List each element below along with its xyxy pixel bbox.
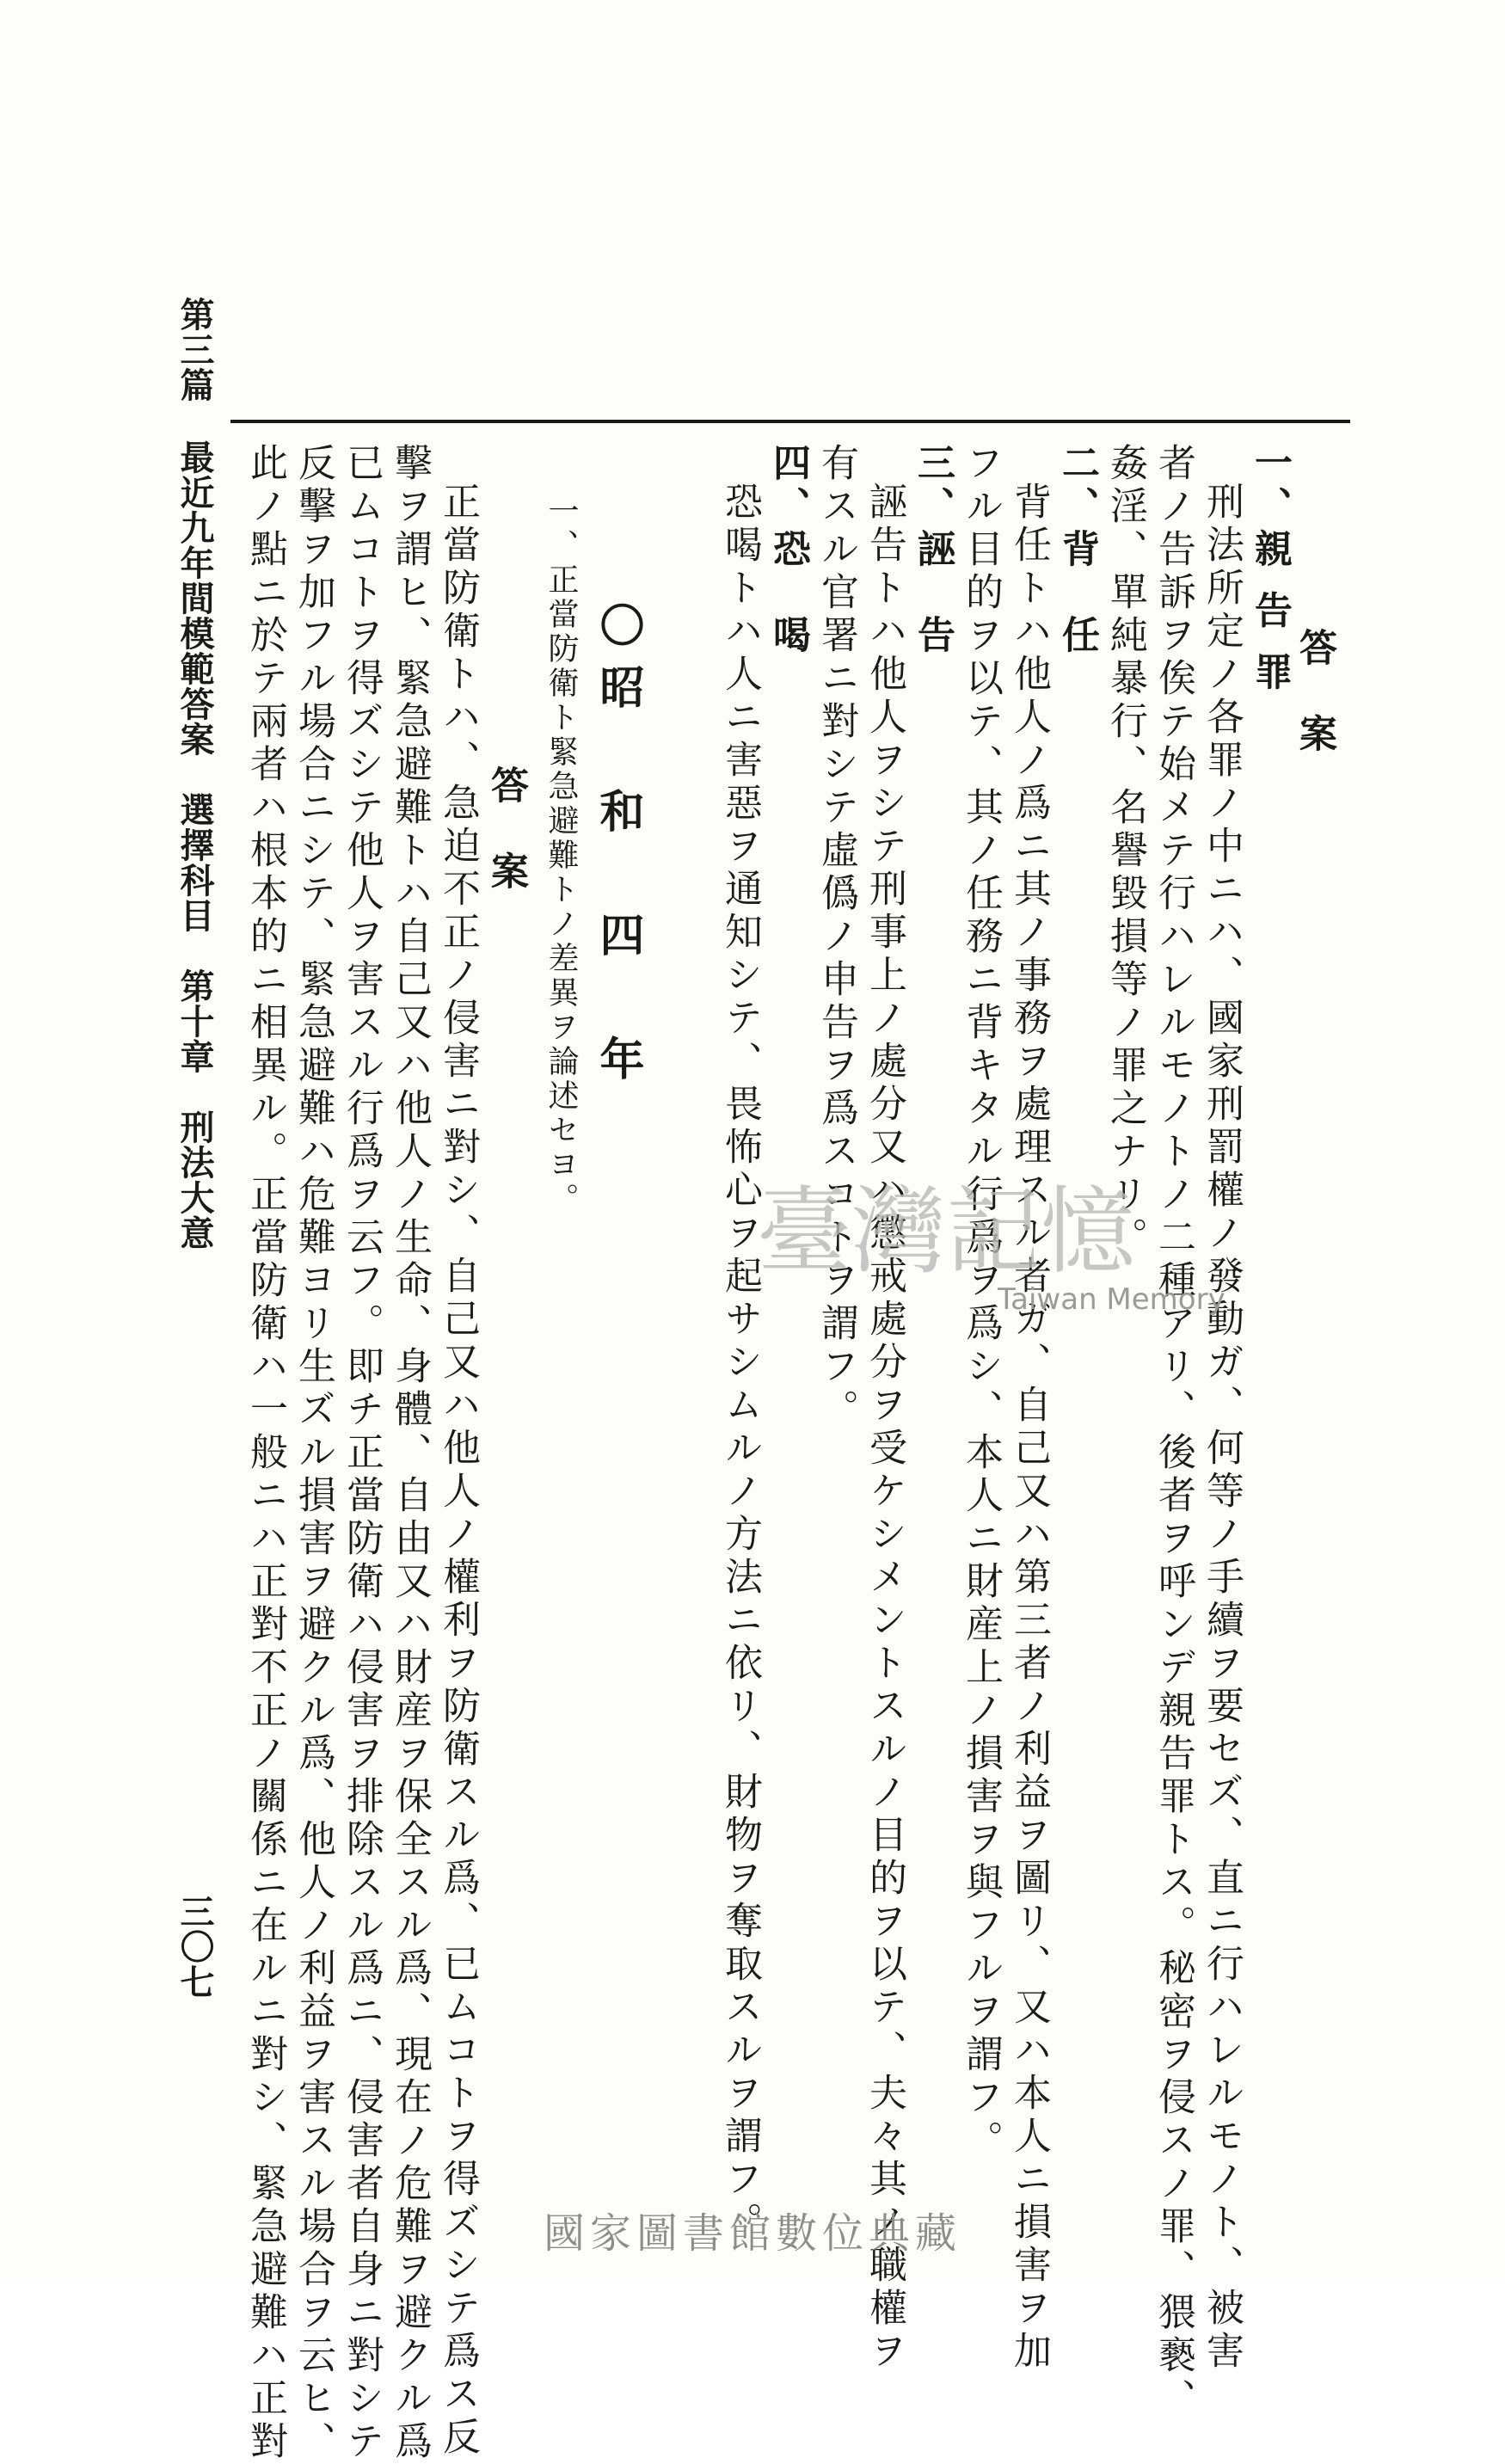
- year-heading: 〇昭 和 四 年: [592, 602, 644, 1097]
- item-3-line-1: 誣告トハ他人ヲシテ刑事上ノ處分又ハ懲戒處分ヲ受ケシメントスルノ目的ヲ以テ、夫々其ノ職權ヲ: [863, 482, 906, 2374]
- item-4-line-1: 恐喝トハ人ニ害惡ヲ通知シテ、畏怖心ヲ起サシムルノ方法ニ依リ、財物ヲ奪取スルヲ謂フ。: [718, 482, 762, 2245]
- item-1-heading: 一、親 告 罪: [1248, 443, 1292, 695]
- answer-line-3: 已ムコトヲ得ズシテ他人ヲ害スル行爲ヲ云フ。即チ正當防衛ハ侵害ヲ排除スル爲ニ、侵害者自身ニ對シテ: [340, 443, 384, 2464]
- answer-line-4: 反擊ヲ加フル場合ニシテ、緊急避難ハ危難ヨリ生ズル損害ヲ避クル爲、他人ノ利益ヲ害スル場合ヲ云ヒ、: [292, 443, 335, 2464]
- answer-heading: 答 案: [1293, 628, 1336, 757]
- answer-heading-2: 答 案: [484, 765, 528, 894]
- item-1-line-3: 姦淫、單純暴行、名譽毀損等ノ罪之ナリ。: [1103, 443, 1147, 1260]
- watermark-logo: [757, 1161, 1238, 1333]
- item-2-line-2: フル目的ヲ以テ、其ノ任務ニ背キタル行爲ヲ爲シ、本人ニ財産上ノ損害ヲ與フルヲ謂フ。: [959, 443, 1003, 2163]
- item-3-line-2: 有スル官署ニ對シテ虛僞ノ申告ヲ爲スコトヲ謂フ。: [814, 443, 858, 1432]
- answer-line-5: 此ノ點ニ於テ兩者ハ根本的ニ相異ル。正當防衛ハ一般ニハ正對不正ノ關係ニ在ルニ對シ、緊急避難ハ正對: [243, 443, 287, 2464]
- item-1-line-2: 者ノ告訴ヲ俟テ始メテ行ハレルモノトノ二種アリ、後者ヲ呼ンデ親告罪トス。秘密ヲ侵スノ罪、猥褻、: [1152, 443, 1195, 2421]
- header-title: 最近九年間模範答案 選擇科目 第十章 刑法大意: [175, 439, 215, 1250]
- watermark-text: 臺灣記憶: [757, 1177, 1135, 1287]
- answer-line-1: 正當防衛トハ、急迫不正ノ侵害ニ對シ、自己又ハ他人ノ權利ヲ防衛スル爲、已ムコトヲ得ズシテ爲ス反: [436, 482, 480, 2460]
- item-1-line-1: 刑法所定ノ各罪ノ中ニハ、國家刑罰權ノ發動ガ、何等ノ手續ヲ要セズ、直ニ行ハレルモノト、被害: [1200, 482, 1244, 2374]
- header-part: 第三篇: [175, 297, 215, 402]
- item-2-heading: 二、背 任: [1055, 443, 1099, 658]
- watermark-subtext: Taiwan Memory: [998, 1282, 1226, 1317]
- item-4-heading: 四、恐 喝: [766, 443, 810, 658]
- page-number: 三〇七: [175, 1894, 215, 2000]
- header-rule: [230, 420, 1350, 423]
- running-header: [163, 297, 225, 2000]
- item-2-line-1: 背任トハ他人ノ爲ニ其ノ事務ヲ處理スル者ガ、自己又ハ第三者ノ利益ヲ圖リ、又ハ本人ニ損害ヲ加: [1007, 482, 1051, 2374]
- archive-footer: 國家圖書館數位典藏: [543, 2209, 961, 2258]
- item-3-heading: 三、誣 告: [911, 443, 955, 658]
- question-text: 一、正當防衛ト緊急避難トノ差異ヲ論述セヨ。: [544, 495, 579, 1217]
- answer-line-2: 擊ヲ謂ヒ、緊急避難トハ自己又ハ他人ノ生命、身體、自由又ハ財産ヲ保全スル爲、現在ノ危難ヲ避クル爲: [388, 443, 432, 2464]
